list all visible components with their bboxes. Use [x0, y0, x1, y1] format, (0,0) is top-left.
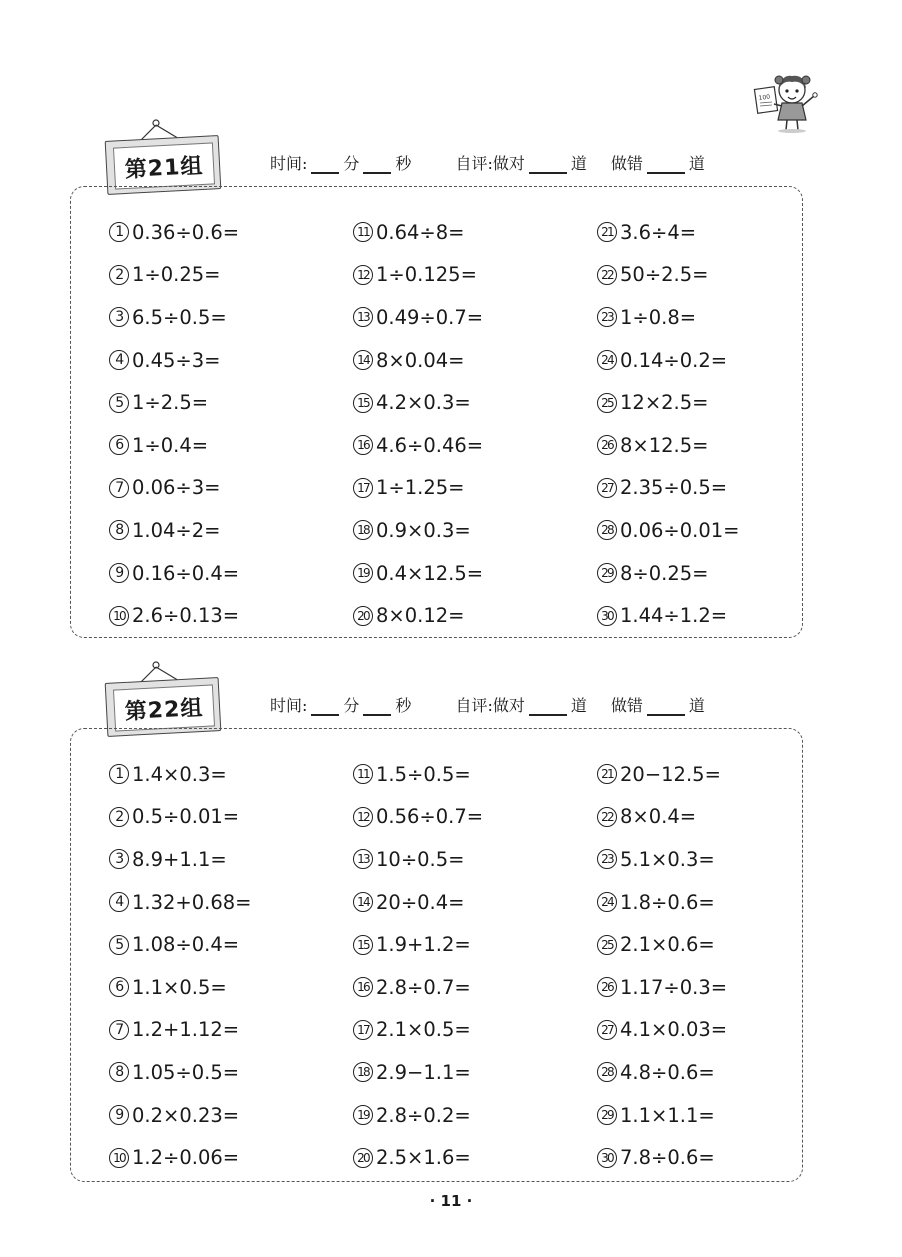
problem-number: 7 [109, 1020, 129, 1040]
problem-item [353, 296, 483, 339]
problem-item [109, 881, 252, 924]
problem-item [353, 211, 483, 254]
problem-item [109, 467, 239, 510]
problems-box [70, 728, 803, 1182]
problem-number: 4 [109, 350, 129, 370]
problem-item [597, 467, 740, 510]
wrong-label: 做错 [610, 696, 643, 715]
problem-number: 6 [109, 977, 129, 997]
problem-expression: 2.8÷0.2= [376, 1103, 471, 1127]
problem-number: 21 [597, 764, 617, 784]
problem-expression: 0.06÷3= [132, 476, 221, 500]
problem-item [597, 339, 740, 382]
correct-count-blank[interactable] [529, 698, 567, 716]
wrong-label: 做错 [610, 154, 643, 173]
problem-item [597, 594, 740, 637]
problem-item [109, 381, 239, 424]
problem-number: 12 [353, 265, 373, 285]
problem-expression: 1÷2.5= [132, 391, 209, 415]
problem-expression: 0.14÷0.2= [620, 348, 728, 372]
problem-expression: 6.5÷0.5= [132, 305, 227, 329]
problem-expression: 1÷0.4= [132, 433, 209, 457]
problem-item [109, 1051, 252, 1094]
problem-expression: 1÷0.8= [620, 305, 697, 329]
problem-number: 2 [109, 807, 129, 827]
time-and-score-line [270, 151, 705, 174]
svg-text:100: 100 [758, 93, 771, 102]
problem-expression: 1.5÷0.5= [376, 762, 471, 786]
problem-expression: 8×0.04= [376, 348, 465, 372]
problem-column [109, 753, 252, 1179]
problem-expression: 1÷0.25= [132, 263, 221, 287]
problem-number: 27 [597, 1020, 617, 1040]
problem-item [353, 1051, 483, 1094]
self-eval-label: 自评: [455, 154, 493, 173]
problem-number: 22 [597, 807, 617, 827]
problem-expression: 0.06÷0.01= [620, 518, 740, 542]
problem-expression: 20−12.5= [620, 762, 721, 786]
problem-number: 9 [109, 563, 129, 583]
problem-item [109, 966, 252, 1009]
problem-expression: 8×12.5= [620, 433, 709, 457]
problem-expression: 0.49÷0.7= [376, 305, 484, 329]
problem-item [109, 424, 239, 467]
problem-number: 1 [109, 222, 129, 242]
problem-number: 10 [109, 1148, 129, 1168]
problem-item [597, 1051, 727, 1094]
problem-item [597, 838, 727, 881]
problem-number: 17 [353, 478, 373, 498]
problem-number: 4 [109, 892, 129, 912]
problem-item [353, 838, 483, 881]
problem-expression: 0.64÷8= [376, 220, 465, 244]
correct-unit: 道 [570, 696, 587, 715]
problem-expression: 1÷0.125= [376, 263, 477, 287]
problem-number: 29 [597, 1105, 617, 1125]
problem-expression: 12×2.5= [620, 391, 709, 415]
problem-expression: 0.56÷0.7= [376, 805, 484, 829]
problem-expression: 1.32+0.68= [132, 890, 252, 914]
self-eval-label: 自评: [455, 696, 493, 715]
problem-number: 27 [597, 478, 617, 498]
problem-number: 24 [597, 350, 617, 370]
problem-expression: 50÷2.5= [620, 263, 709, 287]
problem-expression: 2.5×1.6= [376, 1146, 471, 1170]
problem-number: 7 [109, 478, 129, 498]
problem-expression: 8×0.4= [620, 805, 697, 829]
problem-item [597, 254, 740, 297]
problem-number: 19 [353, 563, 373, 583]
problem-expression: 1.44÷1.2= [620, 604, 728, 628]
problem-expression: 8÷0.25= [620, 561, 709, 585]
wrong-unit: 道 [688, 696, 705, 715]
problem-item [109, 1136, 252, 1179]
problem-expression: 4.8÷0.6= [620, 1060, 715, 1084]
correct-label: 做对 [492, 154, 525, 173]
problem-number: 10 [109, 606, 129, 626]
problem-item [109, 339, 239, 382]
problem-item [353, 966, 483, 1009]
problem-expression: 0.36÷0.6= [132, 220, 240, 244]
problem-item [109, 552, 239, 595]
problem-expression: 0.45÷3= [132, 348, 221, 372]
problem-item [109, 753, 252, 796]
problem-expression: 0.5÷0.01= [132, 805, 240, 829]
problem-column [597, 211, 740, 637]
problem-expression: 1.2÷0.06= [132, 1146, 240, 1170]
problem-number: 18 [353, 520, 373, 540]
problem-item [353, 1136, 483, 1179]
problem-expression: 1.08÷0.4= [132, 933, 240, 957]
problem-item [109, 594, 239, 637]
mascot-illustration [752, 70, 822, 134]
time-label: 时间: [270, 154, 308, 173]
problem-expression: 1.4×0.3= [132, 762, 227, 786]
problem-number: 1 [109, 764, 129, 784]
problem-number: 18 [353, 1062, 373, 1082]
problem-expression: 5.1×0.3= [620, 847, 715, 871]
problem-expression: 0.4×12.5= [376, 561, 484, 585]
correct-unit: 道 [570, 154, 587, 173]
problem-item [109, 1094, 252, 1137]
problem-number: 20 [353, 606, 373, 626]
problem-expression: 10÷0.5= [376, 847, 465, 871]
problem-number: 26 [597, 435, 617, 455]
problem-number: 15 [353, 393, 373, 413]
problem-number: 5 [109, 393, 129, 413]
correct-count-blank[interactable] [529, 156, 567, 174]
page-number: · 11 · [429, 1192, 473, 1210]
problem-expression: 1.9+1.2= [376, 933, 471, 957]
problem-item [353, 923, 483, 966]
problem-item [597, 1009, 727, 1052]
minute-label: 分 [343, 696, 360, 715]
problem-expression: 1.04÷2= [132, 518, 221, 542]
problem-expression: 2.35÷0.5= [620, 476, 728, 500]
time-label: 时间: [270, 696, 308, 715]
problem-number: 23 [597, 307, 617, 327]
problem-number: 2 [109, 265, 129, 285]
problem-number: 24 [597, 892, 617, 912]
problem-expression: 1.8÷0.6= [620, 890, 715, 914]
problem-item [353, 339, 483, 382]
problem-item [353, 552, 483, 595]
problem-number: 12 [353, 807, 373, 827]
problem-item [109, 1009, 252, 1052]
problem-item [109, 796, 252, 839]
problems-box [70, 186, 803, 638]
problem-expression: 1÷1.25= [376, 476, 465, 500]
problem-expression: 0.2×0.23= [132, 1103, 240, 1127]
problem-number: 3 [109, 849, 129, 869]
problem-number: 3 [109, 307, 129, 327]
problem-number: 29 [597, 563, 617, 583]
problem-number: 17 [353, 1020, 373, 1040]
problem-expression: 0.9×0.3= [376, 518, 471, 542]
problem-item [109, 923, 252, 966]
problem-expression: 1.2+1.12= [132, 1018, 240, 1042]
problem-item [597, 381, 740, 424]
group-title: 第21组 [124, 153, 205, 183]
seconds-blank[interactable] [363, 698, 391, 716]
problem-item [597, 881, 727, 924]
problem-expression: 2.1×0.5= [376, 1018, 471, 1042]
problem-expression: 2.8÷0.7= [376, 975, 471, 999]
problem-item [109, 509, 239, 552]
problem-item [597, 796, 727, 839]
problem-expression: 1.05÷0.5= [132, 1060, 240, 1084]
problem-item [353, 1009, 483, 1052]
problem-expression: 2.1×0.6= [620, 933, 715, 957]
problem-item [109, 211, 239, 254]
problem-item [597, 509, 740, 552]
second-label: 秒 [395, 696, 412, 715]
problem-number: 16 [353, 435, 373, 455]
problem-item [109, 838, 252, 881]
problem-number: 23 [597, 849, 617, 869]
problem-item [597, 923, 727, 966]
problem-expression: 1.17÷0.3= [620, 975, 728, 999]
problem-item [353, 467, 483, 510]
minute-label: 分 [343, 154, 360, 173]
problem-item [597, 1136, 727, 1179]
problem-item [597, 552, 740, 595]
time-and-score-line [270, 693, 705, 716]
problem-expression: 8×0.12= [376, 604, 465, 628]
problem-number: 14 [353, 892, 373, 912]
problem-number: 14 [353, 350, 373, 370]
problem-item [109, 254, 239, 297]
problem-expression: 4.2×0.3= [376, 391, 471, 415]
problem-item [597, 966, 727, 1009]
group-title: 第22组 [124, 695, 205, 725]
problem-expression: 2.6÷0.13= [132, 604, 240, 628]
problem-number: 19 [353, 1105, 373, 1125]
problem-number: 11 [353, 764, 373, 784]
problem-expression: 8.9+1.1= [132, 847, 227, 871]
problem-item [109, 296, 239, 339]
wrong-count-blank[interactable] [647, 698, 685, 716]
problem-item [597, 1094, 727, 1137]
problem-expression: 3.6÷4= [620, 220, 697, 244]
problem-expression: 1.1×0.5= [132, 975, 227, 999]
minutes-blank[interactable] [311, 698, 339, 716]
correct-label: 做对 [492, 696, 525, 715]
problem-column [597, 753, 727, 1179]
problem-number: 13 [353, 307, 373, 327]
problem-item [597, 424, 740, 467]
problem-item [353, 509, 483, 552]
problem-number: 25 [597, 935, 617, 955]
problem-number: 11 [353, 222, 373, 242]
wrong-unit: 道 [688, 154, 705, 173]
problem-expression: 20÷0.4= [376, 890, 465, 914]
problem-item [597, 753, 727, 796]
problem-number: 28 [597, 1062, 617, 1082]
problem-expression: 4.6÷0.46= [376, 433, 484, 457]
minutes-blank[interactable] [311, 156, 339, 174]
problem-item [353, 424, 483, 467]
problem-item [597, 296, 740, 339]
problem-item [353, 881, 483, 924]
problem-number: 13 [353, 849, 373, 869]
problem-number: 26 [597, 977, 617, 997]
problem-column [353, 753, 483, 1179]
problem-item [353, 381, 483, 424]
problem-expression: 0.16÷0.4= [132, 561, 240, 585]
problem-expression: 2.9−1.1= [376, 1060, 471, 1084]
problem-number: 5 [109, 935, 129, 955]
second-label: 秒 [395, 154, 412, 173]
problem-item [353, 753, 483, 796]
wrong-count-blank[interactable] [647, 156, 685, 174]
problem-expression: 7.8÷0.6= [620, 1146, 715, 1170]
problem-number: 16 [353, 977, 373, 997]
problem-number: 30 [597, 606, 617, 626]
problem-expression: 4.1×0.03= [620, 1018, 728, 1042]
problem-number: 28 [597, 520, 617, 540]
problem-item [353, 1094, 483, 1137]
problem-number: 8 [109, 520, 129, 540]
problem-number: 25 [597, 393, 617, 413]
problem-number: 6 [109, 435, 129, 455]
problem-number: 15 [353, 935, 373, 955]
problem-item [597, 211, 740, 254]
seconds-blank[interactable] [363, 156, 391, 174]
problem-number: 30 [597, 1148, 617, 1168]
problem-item [353, 254, 483, 297]
problem-number: 8 [109, 1062, 129, 1082]
problem-number: 21 [597, 222, 617, 242]
problem-column [353, 211, 483, 637]
problem-column [109, 211, 239, 637]
problem-number: 22 [597, 265, 617, 285]
problem-item [353, 594, 483, 637]
problem-number: 20 [353, 1148, 373, 1168]
problem-number: 9 [109, 1105, 129, 1125]
problem-item [353, 796, 483, 839]
problem-expression: 1.1×1.1= [620, 1103, 715, 1127]
